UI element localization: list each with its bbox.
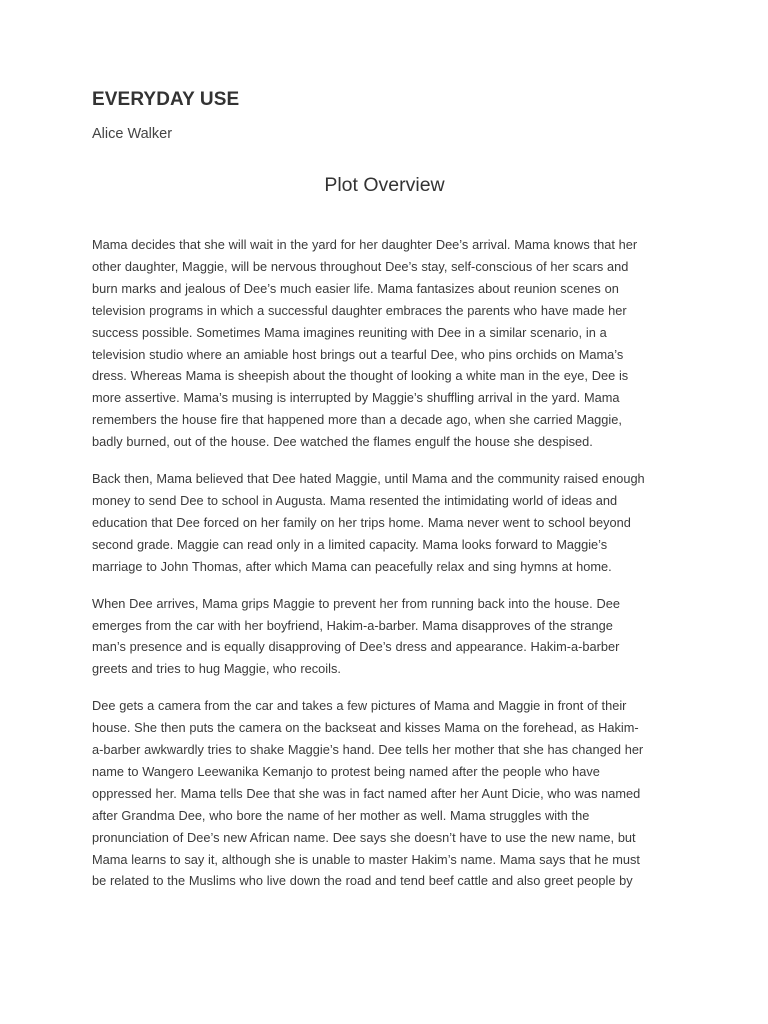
document-title: EVERYDAY USE	[92, 89, 240, 110]
section-title: Plot Overview	[324, 174, 445, 196]
paragraph-line: emerges from the car with her boyfriend, Hakim-a-barber. Mama disapproves of the strange	[92, 617, 613, 633]
paragraph-line: money to send Dee to school in Augusta. Mama resented the intimidating world of ideas and	[92, 492, 618, 508]
paragraph	[92, 593, 682, 681]
paragraph-line: second grade. Maggie can read only in a limited capacity. Mama looks forward to Maggie’s	[92, 536, 608, 552]
paragraph-line: more assertive. Mama’s musing is interrupted by Maggie’s shuffling arrival in the yard. Mama	[92, 390, 620, 406]
paragraph-line: Mama decides that she will wait in the yard for her daughter Dee’s arrival. Mama knows that her	[92, 237, 638, 252]
paragraph-line: burn marks and jealous of Dee’s much easier life. Mama fantasizes about reunion scenes on	[92, 280, 619, 296]
paragraph-line: remembers the house fire that happened more than a decade ago, when she carried Maggie,	[92, 412, 622, 428]
paragraph-line: success possible. Sometimes Mama imagines reuniting with Dee in a similar scenario, in a	[92, 324, 607, 340]
paragraph	[92, 468, 682, 578]
paragraph-line: Mama learns to say it, although she is unable to master Hakim’s name. Mama says that he must	[92, 851, 640, 867]
paragraph-line: television studio where an amiable host brings out a tearful Dee, who pins orchids on Mama’s	[92, 346, 624, 362]
paragraph-line: after Grandma Dee, who bore the name of her mother as well. Mama struggles with the	[92, 807, 590, 823]
paragraph-line: Back then, Mama believed that Dee hated Maggie, until Mama and the community raised enough	[92, 471, 645, 487]
paragraph-line: badly burned, out of the house. Dee watched the flames engulf the house she despised.	[92, 434, 593, 450]
paragraph-line: television programs in which a successful daughter embraces the parents who have made her	[92, 302, 627, 318]
paragraph-line: pronunciation of Dee’s new African name. Dee says she doesn’t have to use the new name, but	[92, 829, 636, 845]
paragraph-line: man’s presence and is equally disapproving of Dee’s dress and appearance. Hakim-a-barber	[92, 639, 620, 655]
paragraph-line: When Dee arrives, Mama grips Maggie to prevent her from running back into the house. Dee	[92, 595, 620, 611]
paragraph-line: marriage to John Thomas, after which Mama can peacefully relax and sing hymns at home.	[92, 558, 612, 574]
paragraph-line: greets and tries to hug Maggie, who recoils.	[92, 661, 341, 677]
paragraph-line: Dee gets a camera from the car and takes a few pictures of Mama and Maggie in front of their	[92, 698, 627, 714]
document-page	[92, 86, 682, 907]
paragraph-line: a-barber awkwardly tries to shake Maggie’s hand. Dee tells her mother that she has changed her	[92, 742, 644, 758]
paragraph	[92, 234, 682, 453]
paragraph-line: dress. Whereas Mama is sheepish about the thought of looking a white man in the eye, Dee is	[92, 368, 629, 384]
paragraph	[92, 695, 682, 892]
paragraph-line: house. She then puts the camera on the backseat and kisses Mama on the forehead, as Hakim-	[92, 720, 639, 736]
paragraph-line: education that Dee forced on her family on her trips home. Mama never went to school beyond	[92, 514, 631, 530]
body-text	[92, 234, 682, 892]
paragraph-line: name to Wangero Leewanika Kemanjo to protest being named after the people who have	[92, 763, 600, 779]
document-author: Alice Walker	[92, 126, 173, 142]
paragraph-line: oppressed her. Mama tells Dee that she was in fact named after her Aunt Dicie, who was named	[92, 785, 641, 801]
paragraph-line: be related to the Muslims who live down the road and tend beef cattle and also greet people by	[92, 873, 633, 889]
paragraph-line: other daughter, Maggie, will be nervous throughout Dee’s stay, self-conscious of her scars and	[92, 258, 629, 274]
